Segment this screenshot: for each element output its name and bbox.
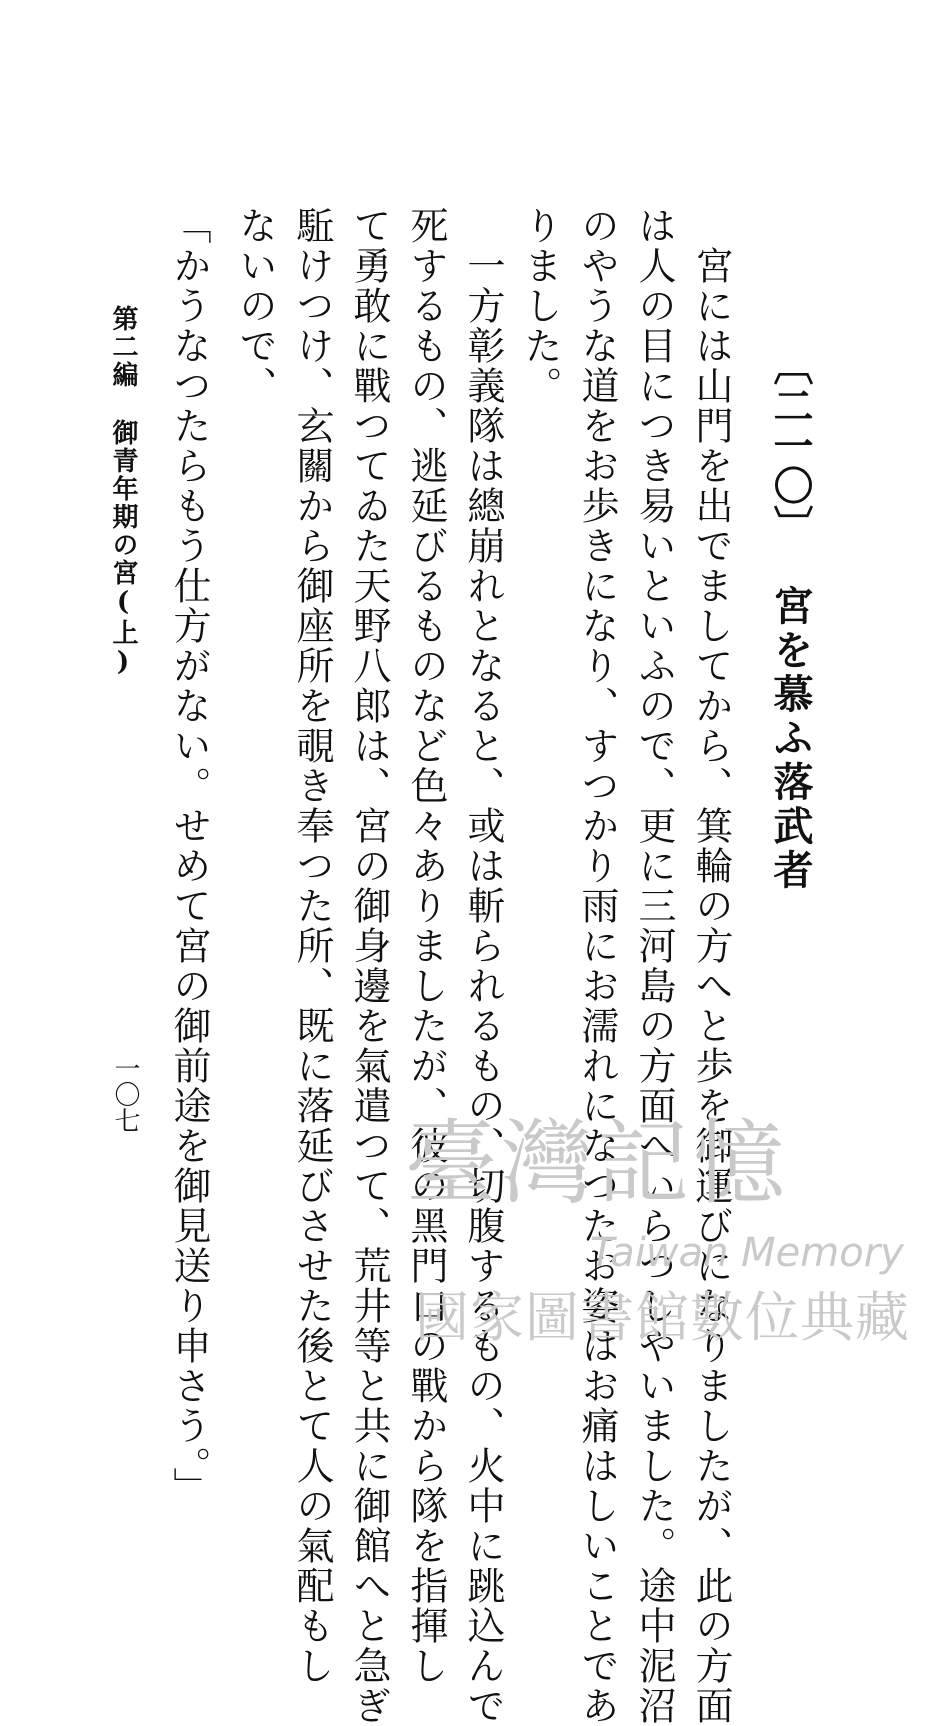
body-column: 「かうなつたらもう仕方がない。せめて宮の御前途を御見送り申さう。」: [167, 206, 211, 1507]
page-number: 一〇七: [110, 1055, 140, 1133]
body-column: 一方彰義隊は總崩れとなると、或は斬られるもの、切腹するもの、火中に跳込んで: [461, 246, 505, 1726]
body-column: 死するもの、逃延びるものなど色々ありましたが、彼の黑門口の戰から隊を指揮し: [404, 206, 448, 1686]
body-column: 駈けつけ、玄關から御座所を覗き奉つた所、既に落延びさせた後とて人の氣配もし: [290, 206, 334, 1686]
watermark-logo-text: 臺灣記憶: [405, 1110, 790, 1217]
body-column: りました。: [518, 206, 562, 406]
section-heading: [767, 345, 814, 893]
footer-section: 第二編: [108, 305, 138, 389]
section-number: 〔二一〇〕: [767, 345, 814, 545]
body-column: て勇敢に戰つてゐた天野八郎は、宮の御身邊を氣遣つて、荒井等と共に御館へと急ぎ: [347, 206, 391, 1726]
watermark-institution: 國家圖書館數位典藏: [415, 1286, 910, 1349]
body-column: 宮には山門を出でましてから、箕輪の方へと歩を御運びになりましたが、此の方面: [689, 246, 733, 1726]
body-column: は人の目につき易いといふので、更に三河島の方面へいらつしやいました。途中泥沼: [632, 206, 676, 1726]
running-footer: [110, 305, 136, 679]
watermark-english: Taiwan Memory: [590, 1230, 904, 1276]
body-column: ないので、: [233, 206, 277, 406]
footer-chapter: 御青年期の宮(上): [108, 419, 138, 679]
section-title: 宮を慕ふ落武者: [767, 585, 814, 893]
body-column: のやうな道をお歩きになり、すつかり雨にお濡れになつたお姿はお痛はしいことであ: [575, 206, 619, 1726]
